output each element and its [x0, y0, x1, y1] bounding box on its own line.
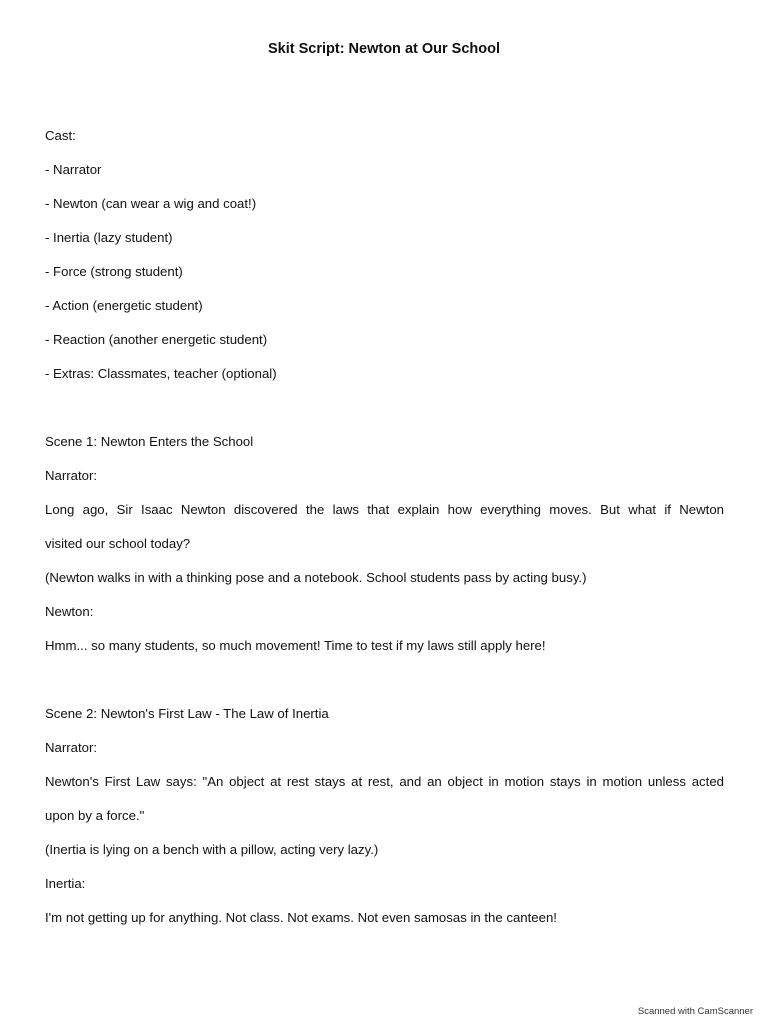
scene-1-narrator-line-1: Long ago, Sir Isaac Newton discovered the laws that explain how everything moves. But what if Newton [45, 502, 724, 517]
scene-2-narrator-line-1: Newton's First Law says: "An object at rest stays at rest, and an object in motion stays in motion unless acted [45, 774, 724, 789]
cast-member-action: - Action (energetic student) [45, 298, 203, 313]
scene-1-heading: Scene 1: Newton Enters the School [45, 434, 254, 449]
scene-2-inertia-label: Inertia: [45, 876, 86, 891]
cast-heading: Cast: [45, 128, 76, 143]
scene-1-newton-label: Newton: [45, 604, 94, 619]
scene-2-stage-direction: (Inertia is lying on a bench with a pillow, acting very lazy.) [45, 842, 379, 857]
scanner-watermark: Scanned with CamScanner [637, 1006, 753, 1017]
scene-2-narrator-label: Narrator: [45, 740, 98, 755]
scene-2-inertia-line: I'm not getting up for anything. Not class. Not exams. Not even samosas in the canteen! [45, 910, 557, 925]
scene-1-narrator-label: Narrator: [45, 468, 98, 483]
page-title: Skit Script: Newton at Our School [267, 41, 501, 57]
cast-member-force: - Force (strong student) [45, 264, 183, 279]
cast-member-narrator: - Narrator [45, 162, 102, 177]
scene-1-stage-direction: (Newton walks in with a thinking pose and a notebook. School students pass by acting busy.) [45, 570, 587, 585]
cast-member-newton: - Newton (can wear a wig and coat!) [45, 196, 257, 211]
scene-2-narrator-line-2: upon by a force." [45, 808, 145, 823]
scene-1-narrator-line-2: visited our school today? [45, 536, 191, 551]
cast-member-extras: - Extras: Classmates, teacher (optional) [45, 366, 277, 381]
scene-2-heading: Scene 2: Newton's First Law - The Law of Inertia [45, 706, 329, 721]
scene-1-newton-line: Hmm... so many students, so much movement! Time to test if my laws still apply here! [45, 638, 546, 653]
cast-member-inertia: - Inertia (lazy student) [45, 230, 173, 245]
cast-member-reaction: - Reaction (another energetic student) [45, 332, 268, 347]
